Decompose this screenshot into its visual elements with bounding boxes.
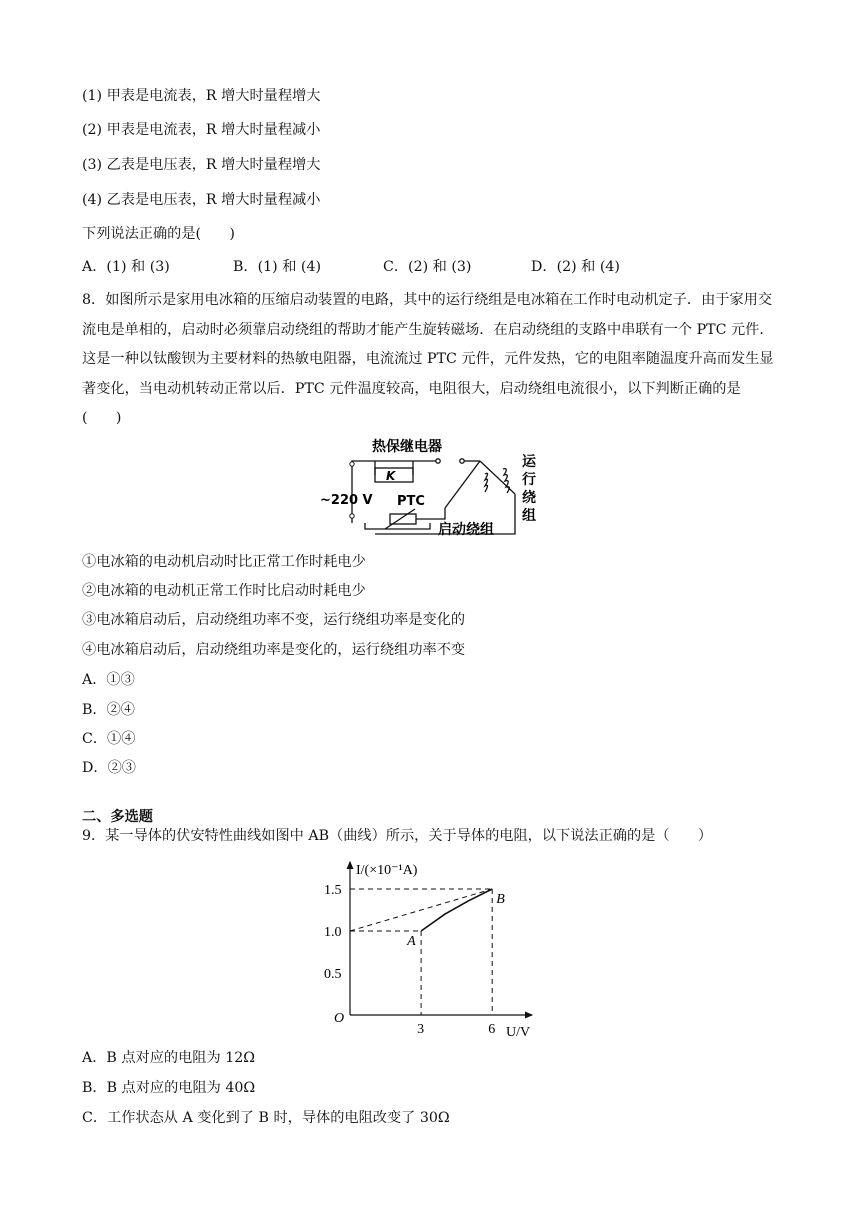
x-tick-label: 3: [417, 1022, 425, 1037]
x-tick-label: 6: [488, 1022, 496, 1037]
run-winding-label-2: 行: [522, 472, 536, 488]
y-axis-label: I/(×10⁻¹A): [356, 863, 418, 878]
start-winding-label: 启动绕组: [438, 522, 494, 538]
origin-label: O: [334, 1011, 345, 1026]
q8-option-d: D．②③: [82, 760, 136, 776]
ptc-label: PTC: [397, 494, 425, 509]
q7-option-b: B．(1) 和 (4): [233, 259, 322, 275]
q9-question-text: 9．某一导体的伏安特性曲线如图中 AB（曲线）所示，关于导体的电阻，以下说法正确的是（ ）: [82, 828, 713, 844]
q7-statement-4: (4) 乙表是电压表，R 增大时量程减小: [82, 192, 321, 208]
voltage-label: ~220 V: [320, 493, 373, 508]
relay-label: 热保继电器: [372, 439, 442, 455]
secant-line: [350, 889, 492, 931]
q9-option-c: C．工作状态从 A 变化到了 B 时，导体的电阻改变了 30Ω: [82, 1110, 450, 1126]
x-axis-label: U/V: [506, 1025, 531, 1038]
iv-curve-ab: [421, 889, 492, 931]
q7-statement-3: (3) 乙表是电压表，R 增大时量程增大: [82, 157, 321, 173]
q8-statement-1: ①电冰箱的电动机启动时比正常工作时耗电少: [82, 554, 366, 570]
q7-option-c: C．(2) 和 (3): [383, 259, 472, 275]
iv-curve-chart: [310, 852, 550, 1038]
q8-statement-2: ②电冰箱的电动机正常工作时比启动时耗电少: [82, 583, 366, 599]
q7-statement-1: (1) 甲表是电流表，R 增大时量程增大: [82, 88, 321, 104]
q8-option-b: B．②④: [82, 702, 135, 718]
q9-option-b: B．B 点对应的电阻为 40Ω: [82, 1080, 256, 1096]
q8-option-a: A．①③: [82, 672, 135, 688]
point-b-label: B: [496, 892, 505, 907]
y-tick-label: 0.5: [324, 967, 342, 982]
q9-option-a: A．B 点对应的电阻为 12Ω: [82, 1050, 256, 1066]
run-winding-label-3: 绕: [522, 490, 536, 506]
q7-option-d: D．(2) 和 (4): [531, 259, 620, 275]
refrigerator-circuit-figure: [320, 434, 550, 544]
q7-option-a: A．(1) 和 (3): [82, 259, 170, 275]
run-winding-label-4: 组: [522, 508, 536, 524]
run-winding-label-1: 运: [522, 454, 536, 470]
q7-options: [82, 256, 782, 278]
y-tick-label: 1.5: [324, 883, 342, 898]
point-a-label: A: [407, 934, 416, 949]
q8-option-c: C．①④: [82, 731, 136, 747]
y-tick-label: 1.0: [324, 925, 342, 940]
section-title: 二、多选题: [82, 809, 153, 825]
q7-prompt: 下列说法正确的是( ): [82, 226, 235, 242]
q8-statement-3: ③电冰箱启动后，启动绕组功率不变，运行绕组功率是变化的: [82, 612, 466, 628]
q8-question-text: 8．如图所示是家用电冰箱的压缩启动装置的电路，其中的运行绕组是电冰箱在工作时电动机定子．由于家用交流电是单相的，启动时必须靠启动绕组的帮助才能产生旋转磁场．在启动绕组的支路中串联有一个 PTC 元件．这是一种以钛酸钡为主要材料的热敏电阻器，电流流过 PTC 元件，元件发热，它的电阻率随温度升高而发生显著变化，当电动机转动正常以后．PTC 元件温度较高，电阻很大，启动绕组电流很小，以下判断正确的是( ): [82, 292, 774, 426]
relay-k-label: K: [386, 469, 396, 483]
q7-statement-2: (2) 甲表是电流表，R 增大时量程减小: [82, 122, 321, 138]
q8-statement-4: ④电冰箱启动后，启动绕组功率是变化的，运行绕组功率不变: [82, 642, 466, 658]
